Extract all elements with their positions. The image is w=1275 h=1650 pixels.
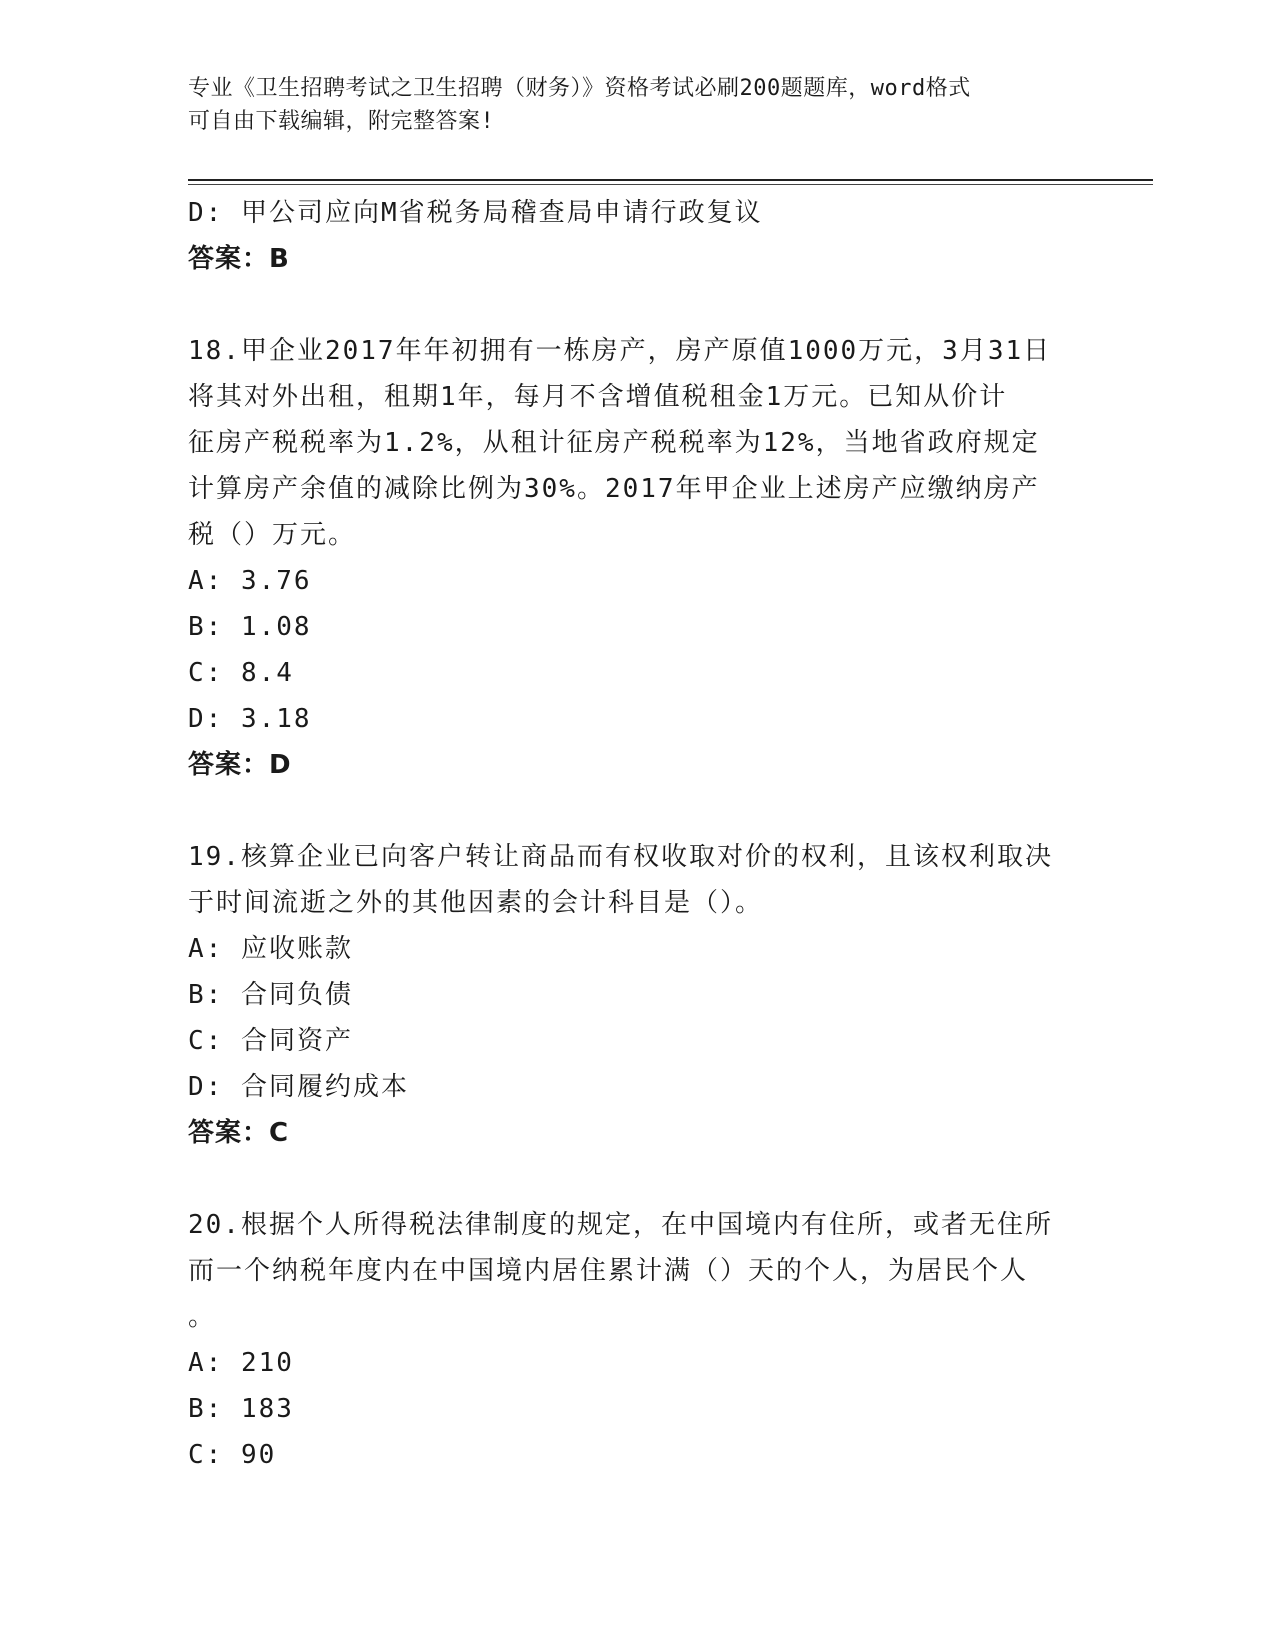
question-text-line: 而一个纳税年度内在中国境内居住累计满（）天的个人，为居民个人 [188, 1256, 1029, 1286]
spacer [188, 1156, 1088, 1202]
question-text-line: 于时间流逝之外的其他因素的会计科目是（）。 [188, 888, 764, 918]
option-a: A: 210 [188, 1348, 294, 1378]
question-text-line: 征房产税税率为1.2%，从租计征房产税税率为12%，当地省政府规定 [188, 428, 1040, 458]
header-title-line-2: 可自由下载编辑，附完整答案! [188, 109, 495, 134]
question-text-line: 20.根据个人所得税法律制度的规定，在中国境内有住所，或者无住所 [188, 1210, 1053, 1240]
option-c: C: 90 [188, 1440, 277, 1470]
option-d: D: 甲公司应向M省税务局稽查局申请行政复议 [188, 198, 763, 228]
spacer [188, 282, 1088, 328]
option-c: C: 合同资产 [188, 1026, 353, 1056]
question-text-line: 18.甲企业2017年年初拥有一栋房产，房产原值1000万元，3月31日 [188, 336, 1052, 366]
option-b: B: 合同负债 [188, 980, 353, 1010]
option-b: B: 183 [188, 1394, 294, 1424]
question-list [188, 190, 1088, 1478]
question-text-line: 将其对外出租，租期1年，每月不含增值税租金1万元。已知从价计 [188, 382, 1008, 412]
answer-label: 答案：B [188, 244, 290, 274]
option-d: D: 3.18 [188, 704, 312, 734]
question-text-line: 19.核算企业已向客户转让商品而有权收取对价的权利，且该权利取决 [188, 842, 1053, 872]
option-a: A: 3.76 [188, 566, 312, 596]
spacer [188, 788, 1088, 834]
page-header [188, 72, 1088, 138]
option-c: C: 8.4 [188, 658, 294, 688]
option-d: D: 合同履约成本 [188, 1072, 409, 1102]
question-18 [188, 328, 1088, 788]
question-text-line: 。 [188, 1302, 217, 1332]
header-divider-thin [188, 184, 1153, 185]
previous-question-tail [188, 190, 1088, 282]
header-divider-thick [188, 179, 1153, 181]
question-20 [188, 1202, 1088, 1478]
answer-label: 答案：C [188, 1118, 290, 1148]
option-a: A: 应收账款 [188, 934, 353, 964]
question-19 [188, 834, 1088, 1156]
answer-label: 答案：D [188, 750, 292, 780]
option-b: B: 1.08 [188, 612, 312, 642]
question-text-line: 税（）万元。 [188, 520, 357, 550]
question-text-line: 计算房产余值的减除比例为30%。2017年甲企业上述房产应缴纳房产 [188, 474, 1040, 504]
header-title-line-1: 专业《卫生招聘考试之卫生招聘（财务）》资格考试必刷200题题库，word格式 [188, 76, 971, 101]
